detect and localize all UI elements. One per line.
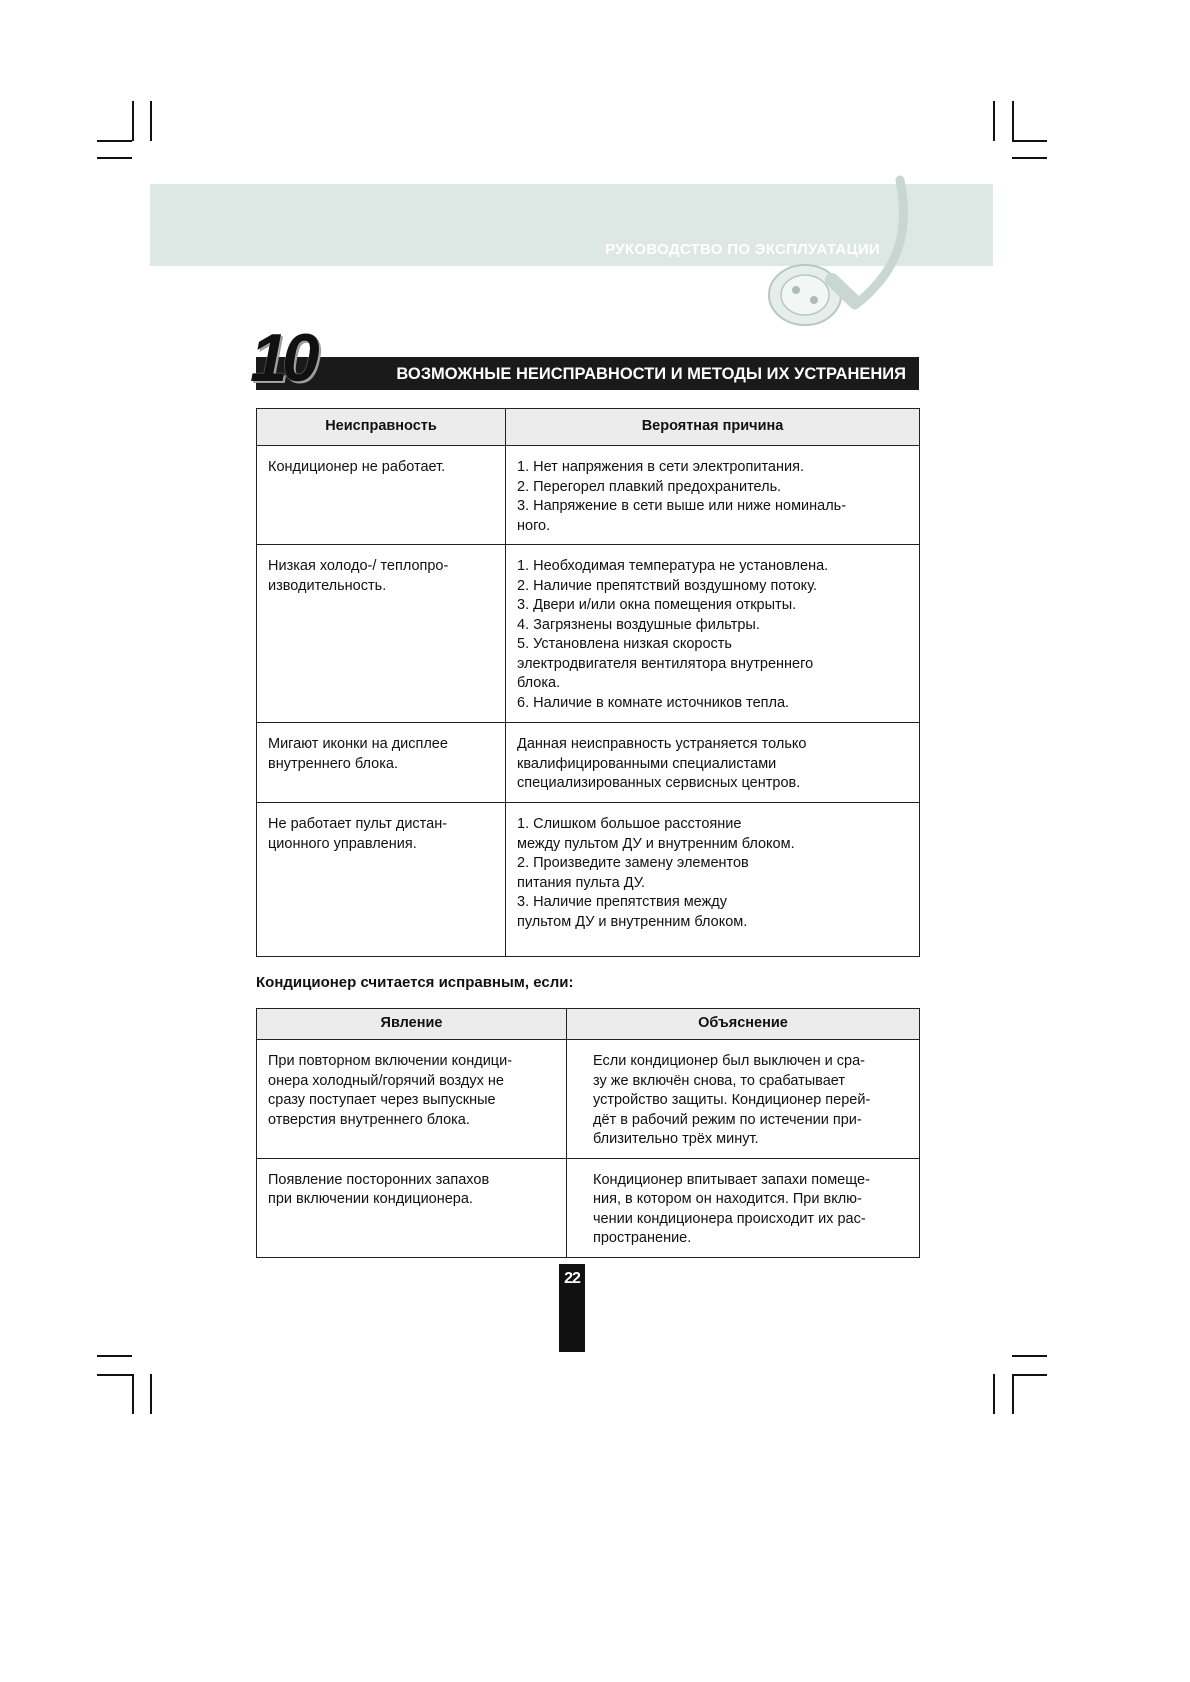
cause-line: ного. — [517, 517, 551, 534]
phenomenon-line: при включении кондиционера. — [268, 1191, 473, 1207]
cause-line: 4. Загрязнены воздушные фильтры. — [517, 616, 760, 633]
crop-mark — [97, 1374, 132, 1376]
fault-cell — [257, 545, 506, 723]
fault-text: ционного управления. — [268, 835, 417, 852]
explanation-line: устройство защиты. Кондиционер перей- — [593, 1092, 871, 1108]
cause-cell — [506, 723, 920, 803]
crop-mark — [97, 157, 132, 159]
crop-mark — [1012, 1374, 1014, 1414]
cause-line: 2. Произведите замену элементов — [517, 855, 749, 871]
explanation-line: дёт в рабочий режим по истечении при- — [593, 1111, 862, 1128]
crop-mark — [132, 1374, 134, 1414]
column-header-cause: Вероятная причина — [506, 409, 920, 446]
crop-mark — [993, 1374, 995, 1414]
crop-mark — [1012, 140, 1047, 142]
section-title-bar — [256, 357, 919, 390]
table-row — [257, 545, 920, 723]
crop-mark — [97, 1355, 132, 1357]
phenomenon-line: онера холодный/горячий воздух не — [268, 1072, 504, 1089]
cause-line: 6. Наличие в комнате источников тепла. — [517, 694, 790, 711]
phenomenon-cell — [257, 1158, 567, 1257]
explanation-line: близительно трёх минут. — [593, 1131, 759, 1147]
cause-line: блока. — [517, 675, 561, 691]
explanation-line: Если кондиционер был выключен и сра- — [593, 1053, 865, 1069]
column-header-fault: Неисправность — [257, 409, 506, 446]
crop-mark — [993, 101, 995, 141]
fault-text: Кондиционер не работает. — [268, 459, 446, 475]
phenomenon-cell — [257, 1040, 567, 1159]
explanation-line: Кондиционер впитывает запахи помеще- — [593, 1171, 870, 1188]
crop-mark — [1012, 101, 1014, 141]
column-header-phenomenon: Явление — [257, 1009, 567, 1040]
crop-mark — [1012, 1355, 1047, 1357]
phenomenon-line: При повторном включении кондици- — [268, 1053, 513, 1069]
fault-cell — [257, 723, 506, 803]
cause-line: электродвигателя вентилятора внутреннего — [517, 655, 814, 672]
fault-cell — [257, 803, 506, 957]
cause-line: 3. Наличие препятствия между — [517, 894, 727, 910]
table-row — [257, 1040, 920, 1159]
crop-mark — [1012, 157, 1047, 159]
cause-line: квалифицированными специалистами — [517, 755, 777, 772]
cause-line: 1. Слишком большое расстояние — [517, 816, 742, 832]
faults-table — [256, 408, 920, 957]
crop-mark — [97, 140, 132, 142]
explanation-line: пространение. — [593, 1230, 692, 1246]
page-number-tab — [559, 1264, 585, 1352]
cause-line: 5. Установлена низкая скорость — [517, 636, 732, 652]
table-row — [257, 1158, 920, 1257]
cause-line: 3. Напряжение в сети выше или ниже номиналь- — [517, 498, 847, 514]
phenomenon-line: сразу поступает через выпускные — [268, 1092, 496, 1108]
fault-text: Мигают иконки на дисплее — [268, 736, 448, 752]
explanation-line: чении кондиционера происходит их рас- — [593, 1210, 866, 1227]
phenomenon-line: отверстия внутреннего блока. — [268, 1111, 470, 1128]
table-header-row — [257, 409, 920, 446]
crop-mark — [150, 1374, 152, 1414]
fault-text: изводительность. — [268, 577, 387, 594]
fault-text: внутреннего блока. — [268, 755, 398, 772]
cause-line: специализированных сервисных центров. — [517, 775, 801, 791]
section-title: ВОЗМОЖНЫЕ НЕИСПРАВНОСТИ И МЕТОДЫ ИХ УСТРАНЕНИЯ — [396, 365, 906, 383]
table-row — [257, 723, 920, 803]
cause-line: 1. Нет напряжения в сети электропитания. — [517, 459, 804, 475]
cause-cell — [506, 446, 920, 545]
cause-line: пультом ДУ и внутренним блоком. — [517, 913, 748, 930]
cause-line: Данная неисправность устраняется только — [517, 736, 807, 752]
column-header-explanation: Объяснение — [567, 1009, 920, 1040]
crop-mark — [132, 101, 134, 141]
cause-line: 3. Двери и/или окна помещения открыты. — [517, 597, 797, 613]
table-row — [257, 446, 920, 545]
fault-cell — [257, 446, 506, 545]
cause-cell — [506, 545, 920, 723]
normal-operation-heading: Кондиционер считается исправным, если: — [256, 974, 574, 991]
fault-text: Низкая холодо-/ теплопро- — [268, 558, 449, 574]
power-plug-icon — [760, 170, 920, 340]
explanation-cell — [567, 1040, 920, 1159]
cause-line: 2. Перегорел плавкий предохранитель. — [517, 478, 782, 495]
cause-cell — [506, 803, 920, 957]
cause-line: 2. Наличие препятствий воздушному потоку. — [517, 577, 818, 594]
cause-line: питания пульта ДУ. — [517, 874, 646, 891]
table-row — [257, 803, 920, 957]
explanation-cell — [567, 1158, 920, 1257]
crop-mark — [150, 101, 152, 141]
phenomenon-line: Появление посторонних запахов — [268, 1171, 490, 1188]
normal-operation-table — [256, 1008, 920, 1258]
fault-text: Не работает пульт дистан- — [268, 816, 448, 832]
section-number: 10 — [250, 320, 314, 396]
crop-mark — [1012, 1374, 1047, 1376]
cause-line: 1. Необходимая температура не установлена. — [517, 558, 829, 574]
header-title: РУКОВОДСТВО ПО ЭКСПЛУАТАЦИИ — [605, 241, 880, 258]
explanation-line: ния, в котором он находится. При вклю- — [593, 1191, 862, 1207]
table-header-row — [257, 1009, 920, 1040]
cause-line: между пультом ДУ и внутренним блоком. — [517, 835, 795, 852]
page-number: 22 — [564, 1270, 580, 1287]
explanation-line: зу же включён снова, то срабатывает — [593, 1072, 845, 1089]
